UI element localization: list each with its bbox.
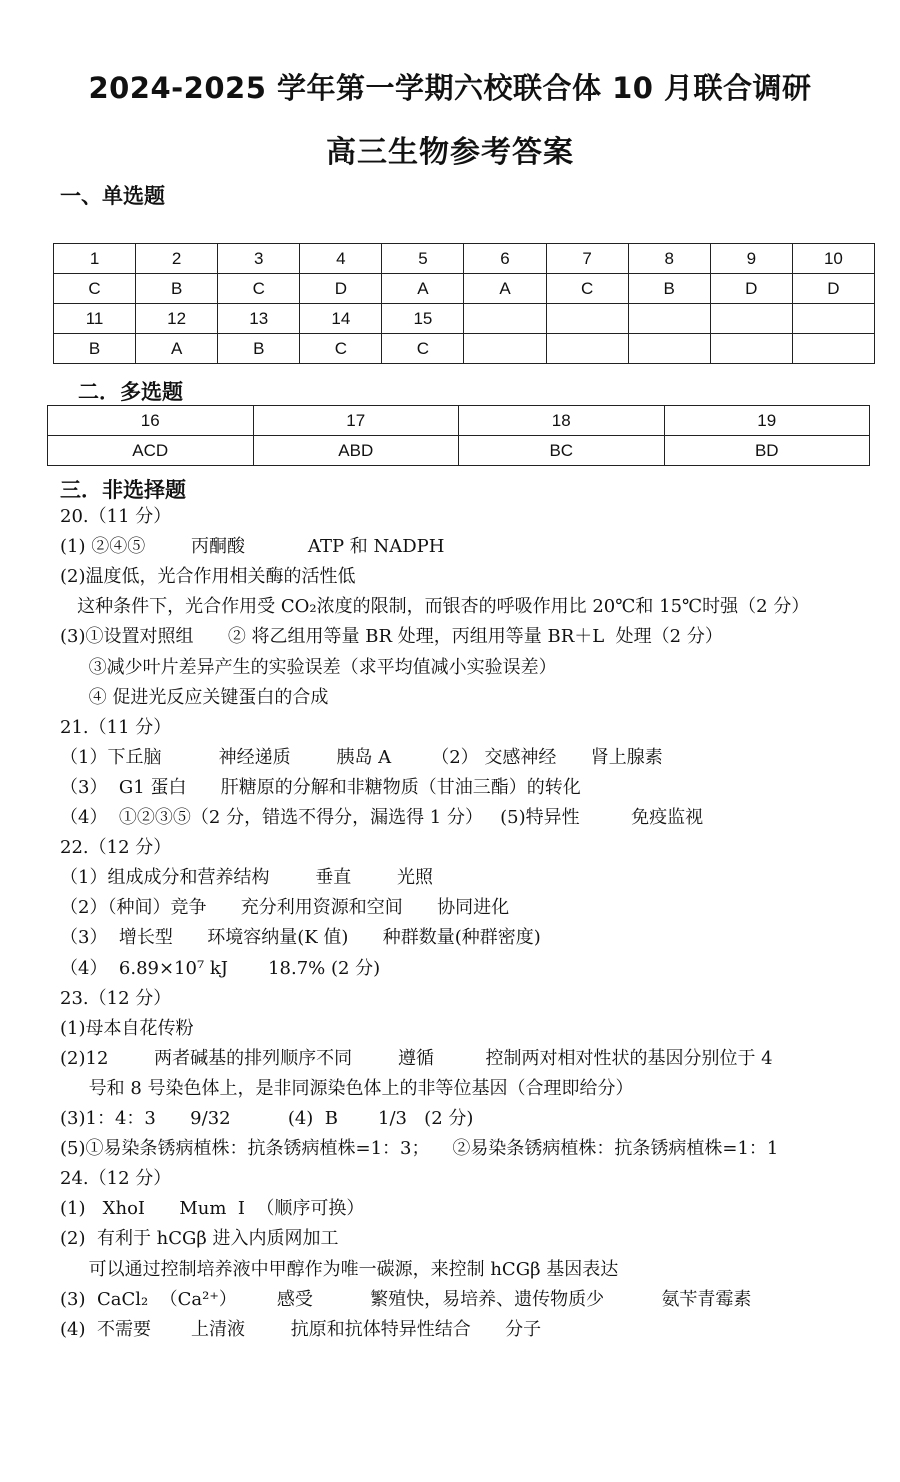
table-cell: D [792, 274, 874, 304]
answer-text: 这种条件下，光合作用受 CO₂浓度的限制，而银杏的呼吸作用比 20℃和 15℃时强（2 分） [60, 596, 810, 618]
answer-text: 23.（12 分） [60, 987, 172, 1009]
section-heading-multi-choice: 二．多选题 [78, 380, 183, 404]
multi-choice-table [47, 405, 870, 466]
table-cell: BC [459, 436, 665, 466]
table-cell: A [464, 274, 546, 304]
table-row [54, 334, 875, 364]
answer-text: （3） 增长型 环境容纳量(K 值) 种群数量(种群密度) [60, 927, 541, 949]
answer-text: (1)母本自花传粉 [60, 1017, 194, 1039]
table-row [48, 406, 870, 436]
page-subtitle: 高三生物参考答案 [326, 135, 574, 170]
answer-text: 21.（11 分） [60, 716, 172, 738]
table-cell [546, 304, 628, 334]
answer-text: ③减少叶片差异产生的实验误差（求平均值减小实验误差） [60, 656, 557, 678]
answer-line [60, 1319, 541, 1341]
answer-line [60, 1259, 618, 1281]
table-cell: ABD [253, 436, 459, 466]
table-cell: 6 [464, 244, 546, 274]
table-cell: 14 [300, 304, 382, 334]
answer-text: (2) 有利于 hCGβ 进入内质网加工 [60, 1228, 339, 1250]
answer-text: 号和 8 号染色体上，是非同源染色体上的非等位基因（合理即给分） [60, 1077, 634, 1099]
answer-line [60, 1168, 171, 1190]
table-cell: B [218, 334, 300, 364]
answer-line [60, 626, 723, 648]
table-cell: 8 [628, 244, 710, 274]
table-cell: 5 [382, 244, 464, 274]
answer-line [60, 596, 809, 618]
answer-line [60, 1138, 778, 1160]
answer-line [60, 1018, 194, 1040]
answer-line [60, 958, 380, 980]
answer-text: (3)①设置对照组 ② 将乙组用等量 BR 处理，丙组用等量 BR＋L 处理（2 分） [60, 626, 723, 648]
answer-line [60, 988, 171, 1010]
answer-text: 20.（11 分） [60, 506, 172, 527]
answer-line [60, 897, 509, 919]
table-cell: C [382, 334, 464, 364]
table-cell: ACD [48, 436, 254, 466]
table-row [54, 244, 875, 274]
table-row [54, 274, 875, 304]
table-cell: 7 [546, 244, 628, 274]
answer-line [60, 566, 356, 588]
answer-text: （4） ①②③⑤（2 分，错选不得分，漏选得 1 分） (5)特异性 免疫监视 [60, 807, 704, 828]
table-row [54, 304, 875, 334]
table-cell: BD [664, 436, 870, 466]
table-row [48, 436, 870, 466]
answer-text: ④ 促进光反应关键蛋白的合成 [60, 686, 329, 708]
answer-text: (5)①易染条锈病植株：抗条锈病植株=1：3； ②易染条锈病植株：抗条锈病植株=1：1 [60, 1138, 779, 1160]
answer-line [60, 1048, 773, 1070]
answer-text: (4) 不需要 上清液 抗原和抗体特异性结合 分子 [60, 1318, 542, 1340]
table-cell: 12 [136, 304, 218, 334]
table-cell: 13 [218, 304, 300, 334]
table-cell: 19 [664, 406, 870, 436]
answer-line [60, 1289, 751, 1311]
answer-line [60, 1078, 634, 1100]
table-cell: B [136, 274, 218, 304]
table-cell: 18 [459, 406, 665, 436]
table-cell: C [300, 334, 382, 364]
page-title: 2024-2025 学年第一学期六校联合体 10 月联合调研 [88, 71, 812, 105]
answer-text: (3)1：4：3 9/32 (4) B 1/3 (2 分) [60, 1108, 474, 1129]
table-cell [464, 334, 546, 364]
answer-text: (1) XhoⅠ Mum Ⅰ （顺序可换） [60, 1198, 365, 1220]
table-cell [464, 304, 546, 334]
table-cell: 3 [218, 244, 300, 274]
answer-line [60, 1108, 473, 1130]
section-heading-non-choice: 三．非选择题 [60, 478, 186, 502]
table-cell: D [300, 274, 382, 304]
answer-text: 可以通过控制培养液中甲醇作为唯一碳源，来控制 hCGβ 基因表达 [60, 1258, 619, 1280]
table-cell: 15 [382, 304, 464, 334]
answer-text: (2)温度低，光合作用相关酶的活性低 [60, 566, 356, 588]
answer-text: （4） 6.89×10⁷ kJ 18.7% (2 分) [60, 957, 381, 979]
answer-line [60, 867, 433, 889]
answer-line [60, 687, 328, 709]
table-cell [628, 304, 710, 334]
answer-text: 24.（12 分） [60, 1168, 172, 1190]
answer-line [60, 837, 171, 859]
table-cell: 9 [710, 244, 792, 274]
table-cell: C [546, 274, 628, 304]
table-cell: 11 [54, 304, 136, 334]
answer-line [60, 777, 581, 799]
answer-text: （2）（种间）竞争 充分利用资源和空间 协同进化 [60, 897, 510, 919]
answer-text: (1) ②④⑤ 丙酮酸 ATP 和 NADPH [60, 536, 445, 558]
answer-text: （1）下丘脑 神经递质 胰岛 A （2） 交感神经 肾上腺素 [60, 746, 663, 768]
table-cell: 1 [54, 244, 136, 274]
table-cell [546, 334, 628, 364]
table-cell: 4 [300, 244, 382, 274]
answer-line [60, 747, 663, 769]
single-choice-table [53, 243, 875, 364]
table-cell: 10 [792, 244, 874, 274]
answer-text: (2)12 两者碱基的排列顺序不同 遵循 控制两对相对性状的基因分别位于 4 [60, 1047, 773, 1069]
table-cell: 2 [136, 244, 218, 274]
table-cell [792, 304, 874, 334]
answer-text: 22.（12 分） [60, 837, 172, 859]
table-cell: C [218, 274, 300, 304]
table-cell: D [710, 274, 792, 304]
answer-line [60, 1198, 364, 1220]
answer-line [60, 717, 171, 739]
table-cell [792, 334, 874, 364]
answer-line [60, 927, 541, 949]
answer-text: (3) CaCl₂ （Ca²⁺） 感受 繁殖快，易培养、遗传物质少 氨苄青霉素 [60, 1288, 752, 1310]
answer-line [60, 807, 703, 829]
table-cell [710, 334, 792, 364]
answer-text: （3） G1 蛋白 肝糖原的分解和非糖物质（甘油三酯）的转化 [60, 776, 581, 798]
answer-line [60, 506, 171, 528]
answer-line [60, 657, 557, 679]
table-cell: B [54, 334, 136, 364]
table-cell [628, 334, 710, 364]
answer-line [60, 1228, 339, 1250]
table-cell: A [382, 274, 464, 304]
table-cell: B [628, 274, 710, 304]
table-cell: 16 [48, 406, 254, 436]
answer-text: （1）组成成分和营养结构 垂直 光照 [60, 867, 433, 889]
table-cell: C [54, 274, 136, 304]
table-cell: A [136, 334, 218, 364]
answer-line [60, 536, 445, 558]
section-heading-single-choice: 一、单选题 [60, 184, 165, 208]
table-cell: 17 [253, 406, 459, 436]
table-cell [710, 304, 792, 334]
